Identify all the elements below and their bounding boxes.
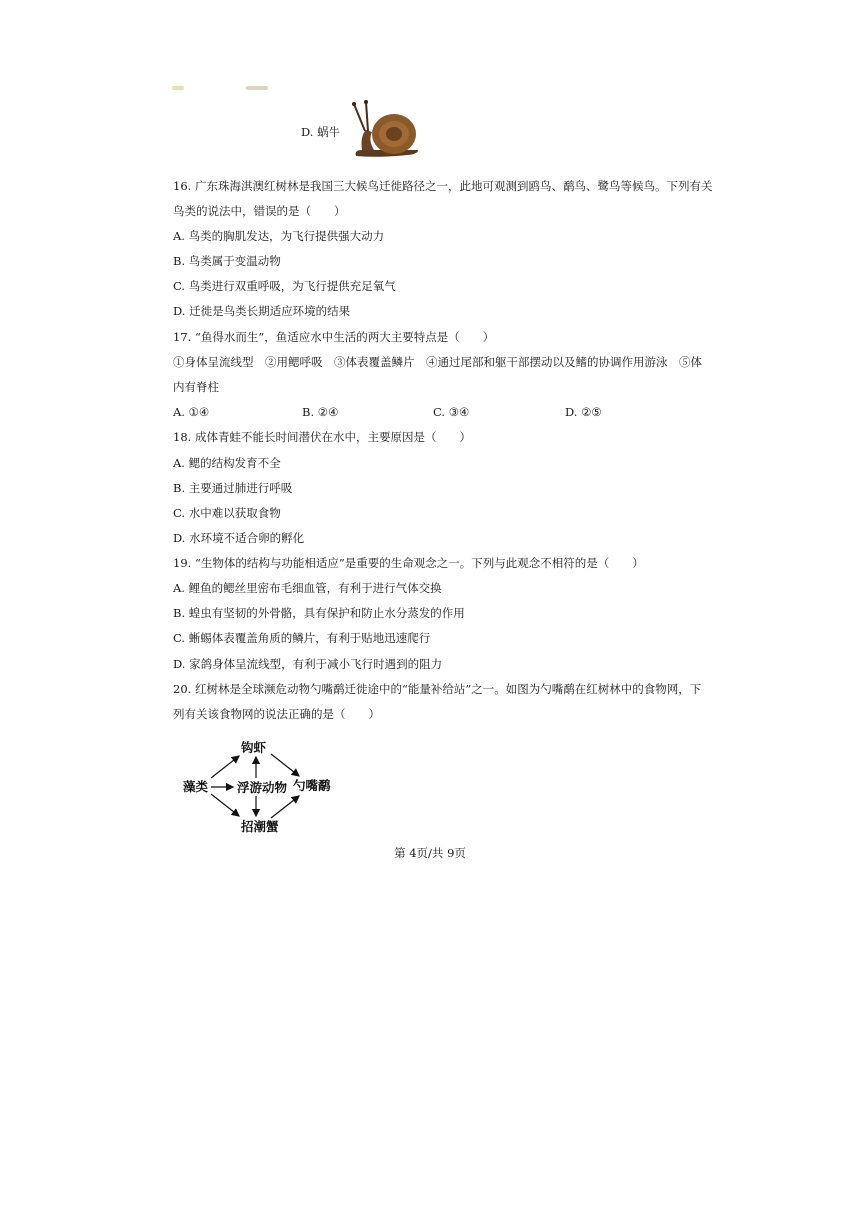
page-footer: 第 4页/共 9页 xyxy=(394,846,466,860)
snail-image xyxy=(348,100,420,162)
q17-option-c: C. ③④ xyxy=(433,405,470,419)
q18-option-a: A. 鳃的结构发育不全 xyxy=(173,456,281,470)
q15-option-d: D. 蜗牛 xyxy=(301,125,341,139)
node-sandpiper: 勺嘴鹬 xyxy=(293,778,331,793)
q19-option-d: D. 家鸽身体呈流线型，有利于减小飞行时遇到的阻力 xyxy=(173,657,443,671)
scan-smudge xyxy=(172,86,184,90)
arrow-shrimp-sandpiper xyxy=(271,754,299,776)
q17-statements: 内有脊柱 xyxy=(173,380,219,394)
q17-statements: ①身体呈流线型 ②用鳃呼吸 ③体表覆盖鳞片 ④通过尾部和躯干部摆动以及鳍的协调作用游泳 ⑤体 xyxy=(173,355,702,369)
arrow-algae-shrimp xyxy=(211,756,239,778)
node-crab: 招潮蟹 xyxy=(241,819,279,834)
node-shrimp: 钩虾 xyxy=(241,740,267,755)
q16-option-a: A. 鸟类的胸肌发达，为飞行提供强大动力 xyxy=(173,229,385,243)
q16-option-d: D. 迁徙是鸟类长期适应环境的结果 xyxy=(173,304,351,318)
q17-option-a: A. ①④ xyxy=(173,405,210,419)
arrow-algae-crab xyxy=(211,794,239,816)
food-web-diagram xyxy=(175,736,365,840)
q16-stem: 16. 广东珠海淇澳红树林是我国三大候鸟迁徙路径之一，此地可观测到鸥鸟、鹬鸟、鹭鸟等候鸟。下列有关 xyxy=(173,179,713,193)
q17-option-d: D. ②⑤ xyxy=(565,405,602,419)
node-algae: 藻类 xyxy=(183,779,209,794)
q20-stem: 20. 红树林是全球濒危动物勺嘴鹬迁徙途中的“能量补给站”之一。如图为勺嘴鹬在红树林中的食物网，下 xyxy=(173,682,702,696)
q18-option-b: B. 主要通过肺进行呼吸 xyxy=(173,481,293,495)
q17-option-b: B. ②④ xyxy=(302,405,339,419)
q18-option-c: C. 水中难以获取食物 xyxy=(173,506,281,520)
scan-smudge xyxy=(246,86,268,90)
q18-stem: 18. 成体青蛙不能长时间潜伏在水中，主要原因是（ ） xyxy=(173,430,471,444)
arrow-crab-sandpiper xyxy=(271,796,299,818)
q17-stem: 17. “鱼得水而生”，鱼适应水中生活的两大主要特点是（ ） xyxy=(173,330,495,344)
node-plankton: 浮游动物 xyxy=(237,780,288,795)
q20-stem: 列有关该食物网的说法正确的是（ ） xyxy=(173,707,380,721)
q19-option-a: A. 鲤鱼的鳃丝里密布毛细血管，有利于进行气体交换 xyxy=(173,581,442,595)
q16-option-b: B. 鸟类属于变温动物 xyxy=(173,254,281,268)
q16-option-c: C. 鸟类进行双重呼吸，为飞行提供充足氧气 xyxy=(173,279,396,293)
q19-option-c: C. 蜥蜴体表覆盖角质的鳞片，有利于贴地迅速爬行 xyxy=(173,631,431,645)
q19-stem: 19. “生物体的结构与功能相适应”是重要的生命观念之一。下列与此观念不相符的是（ ） xyxy=(173,556,644,570)
q18-option-d: D. 水环境不适合卵的孵化 xyxy=(173,531,305,545)
q19-option-b: B. 蝗虫有坚韧的外骨骼，具有保护和防止水分蒸发的作用 xyxy=(173,606,465,620)
q16-stem: 鸟类的说法中，错误的是（ ） xyxy=(173,204,346,218)
